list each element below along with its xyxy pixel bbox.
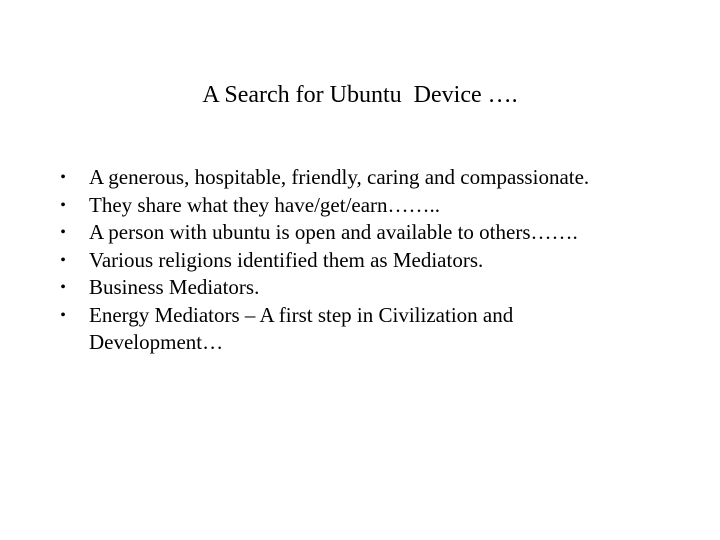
bullet-text: Energy Mediators – A first step in Civilization and Development… bbox=[89, 302, 514, 354]
bullet-item bbox=[0, 219, 649, 247]
bullet-dot-icon: • bbox=[60, 224, 66, 241]
bullet-dot-icon: • bbox=[60, 169, 66, 186]
bullet-dot-icon: • bbox=[60, 279, 66, 296]
bullet-dot-icon: • bbox=[60, 251, 66, 269]
bullet-item bbox=[0, 274, 649, 302]
bullet-text: Business Mediators. bbox=[89, 275, 260, 299]
bullet-item bbox=[0, 164, 649, 192]
bullet-dot-icon: • bbox=[60, 196, 66, 214]
bullet-dot-icon: • bbox=[60, 306, 66, 324]
bullet-text: Various religions identified them as Mediators. bbox=[89, 247, 484, 272]
bullet-item bbox=[0, 192, 649, 220]
bullet-list bbox=[0, 164, 720, 357]
bullet-item bbox=[0, 302, 649, 357]
bullet-text: They share what they have/get/earn…….. bbox=[89, 192, 441, 217]
bullet-text: A person with ubuntu is open and available to others……. bbox=[89, 220, 578, 244]
slide-title: A Search for Ubuntu Device …. bbox=[202, 82, 518, 108]
bullet-item bbox=[0, 247, 649, 275]
bullet-text: A generous, hospitable, friendly, caring and compassionate. bbox=[89, 165, 590, 189]
